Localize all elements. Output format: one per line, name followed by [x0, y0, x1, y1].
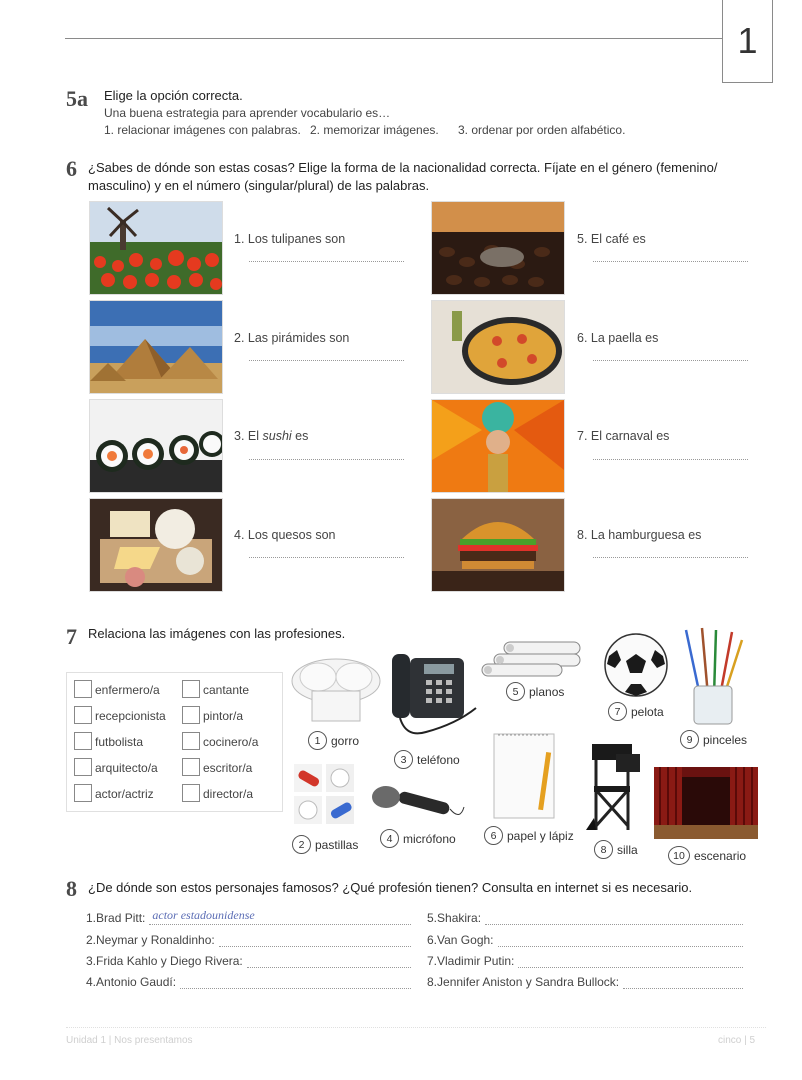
ex8-left-item-2-answer[interactable]	[219, 933, 411, 947]
ex8-left-item-3-answer[interactable]	[247, 954, 411, 968]
ex8-right-item-6: 6. Van Gogh:	[427, 933, 743, 947]
microphone-icon	[370, 785, 466, 825]
exercise-6-instruction-1: ¿Sabes de dónde son estas cosas? Elige la forma de la nacionalidad correcta. Fíjate en el género (femenino/	[88, 160, 718, 175]
object-1-tag: 1 gorro	[308, 731, 359, 750]
ex8-left-item-1: 1. Brad Pitt: actor estadounidense	[86, 911, 411, 925]
footer-unit-title: Unidad 1 | Nos presentamos	[66, 1035, 193, 1046]
ex6-item-7-answer-line[interactable]	[593, 458, 748, 460]
object-9-tag: 9 pinceles	[680, 730, 747, 749]
exercise-5a-option-3[interactable]: 3. ordenar por orden alfabético.	[458, 123, 626, 137]
paella-photo	[431, 300, 565, 394]
checkbox-profession-right-1[interactable]	[182, 680, 200, 698]
ex8-right-item-8: 8. Jennifer Aniston y Sandra Bullock:	[427, 975, 743, 989]
ex8-right-item-7-answer[interactable]	[518, 954, 743, 968]
object-4-tag: 4 micrófono	[380, 829, 456, 848]
ex6-item-3-label: 3. El sushi es	[234, 429, 309, 443]
ex8-left-item-2: 2. Neymar y Ronaldinho:	[86, 933, 411, 947]
ex6-item-2-answer-line[interactable]	[249, 359, 404, 361]
soccer-ball-icon	[603, 632, 669, 698]
ex6-item-4-answer-line[interactable]	[249, 556, 404, 558]
footer-page: cinco | 5	[718, 1035, 756, 1046]
ex6-item-1-label: 1. Los tulipanes son	[234, 232, 346, 246]
hamburger-photo	[431, 498, 565, 592]
ex6-item-6-answer-line[interactable]	[593, 359, 748, 361]
ex8-left-item-4: 4. Antonio Gaudí:	[86, 975, 411, 989]
chef-hat-icon	[288, 655, 384, 725]
carnival-photo	[431, 399, 565, 493]
unit-number: 1	[737, 20, 758, 61]
profession-right-1: cantante	[203, 683, 250, 697]
ex8-right-item-5: 5. Shakira:	[427, 911, 743, 925]
checkbox-profession-left-4[interactable]	[74, 758, 92, 776]
exercise-8-number: 8	[66, 876, 77, 901]
object-10-tag: 10 escenario	[668, 846, 746, 865]
ex6-item-2-label: 2. Las pirámides son	[234, 331, 350, 345]
ex6-item-8-answer-line[interactable]	[593, 556, 748, 558]
exercise-5a-option-1[interactable]: 1. relacionar imágenes con palabras.	[104, 123, 301, 137]
checkbox-profession-right-3[interactable]	[182, 732, 200, 750]
profession-right-5: director/a	[203, 787, 254, 801]
object-2-tag: 2 pastillas	[292, 835, 358, 854]
ex6-item-5-label: 5. El café es	[577, 232, 646, 246]
ex8-right-item-7: 7. Vladimir Putin:	[427, 954, 743, 968]
director-chair-icon	[586, 740, 642, 834]
object-8-tag: 8 silla	[594, 840, 638, 859]
exercise-7-number: 7	[66, 624, 77, 649]
exercise-6-number: 6	[66, 156, 77, 181]
ex6-item-5-answer-line[interactable]	[593, 260, 748, 262]
ex6-item-4-label: 4. Los quesos son	[234, 528, 336, 542]
ex6-item-1-answer-line[interactable]	[249, 260, 404, 262]
object-6-tag: 6 papel y lápiz	[484, 826, 574, 845]
ex8-right-item-6-answer[interactable]	[498, 933, 744, 947]
exercise-5a-prompt: Una buena estrategia para aprender vocabulario es…	[104, 106, 391, 120]
ex6-item-8-label: 8. La hamburguesa es	[577, 528, 702, 542]
unit-number-box	[722, 0, 773, 83]
cheeses-photo	[89, 498, 223, 592]
profession-left-2: recepcionista	[95, 709, 166, 723]
checkbox-profession-right-4[interactable]	[182, 758, 200, 776]
checkbox-profession-left-3[interactable]	[74, 732, 92, 750]
object-3-tag: 3 teléfono	[394, 750, 460, 769]
ex8-left-item-4-answer[interactable]	[180, 975, 411, 989]
checkbox-profession-left-1[interactable]	[74, 680, 92, 698]
ex8-left-item-1-answer[interactable]: actor estadounidense	[149, 911, 411, 925]
paper-pencil-icon	[492, 732, 562, 822]
profession-right-2: pintor/a	[203, 709, 244, 723]
coffee-photo	[431, 201, 565, 295]
checkbox-profession-right-5[interactable]	[182, 784, 200, 802]
ex8-right-item-8-answer[interactable]	[623, 975, 743, 989]
checkbox-profession-left-5[interactable]	[74, 784, 92, 802]
ex8-right-item-5-answer[interactable]	[485, 911, 743, 925]
exercise-8-title: ¿De dónde son estos personajes famosos? ¿Qué profesión tienen? Consulta en internet si es necesario.	[88, 880, 693, 895]
profession-left-4: arquitecto/a	[95, 761, 158, 775]
header-rule	[65, 38, 722, 39]
pills-icon	[292, 762, 358, 828]
profession-right-3: cocinero/a	[203, 735, 259, 749]
exercise-5a-option-2[interactable]: 2. memorizar imágenes.	[310, 123, 439, 137]
ex8-left-item-3: 3. Frida Kahlo y Diego Rivera:	[86, 954, 411, 968]
profession-left-5: actor/actriz	[95, 787, 154, 801]
checkbox-profession-left-2[interactable]	[74, 706, 92, 724]
exercise-5a-title: Elige la opción correcta.	[104, 88, 243, 103]
tulips-windmill-photo	[89, 201, 223, 295]
telephone-icon	[386, 648, 482, 740]
footer-rule	[66, 1027, 766, 1029]
blueprints-icon	[480, 640, 586, 680]
object-5-tag: 5 planos	[506, 682, 564, 701]
exercise-5a-number: 5a	[66, 86, 88, 111]
profession-right-4: escritor/a	[203, 761, 253, 775]
object-7-tag: 7 pelota	[608, 702, 664, 721]
paintbrushes-jar-icon	[680, 626, 746, 726]
ex6-item-3-answer-line[interactable]	[249, 458, 404, 460]
exercise-7-title: Relaciona las imágenes con las profesiones.	[88, 626, 346, 641]
profession-left-3: futbolista	[95, 735, 144, 749]
pyramids-photo	[89, 300, 223, 394]
exercise-6-instruction-2: masculino) y en el número (singular/plural) de las palabras.	[88, 178, 430, 193]
profession-left-1: enfermero/a	[95, 683, 160, 697]
checkbox-profession-right-2[interactable]	[182, 706, 200, 724]
ex6-item-7-label: 7. El carnaval es	[577, 429, 670, 443]
stage-curtain-icon	[654, 767, 758, 839]
ex6-item-6-label: 6. La paella es	[577, 331, 659, 345]
sushi-photo	[89, 399, 223, 493]
